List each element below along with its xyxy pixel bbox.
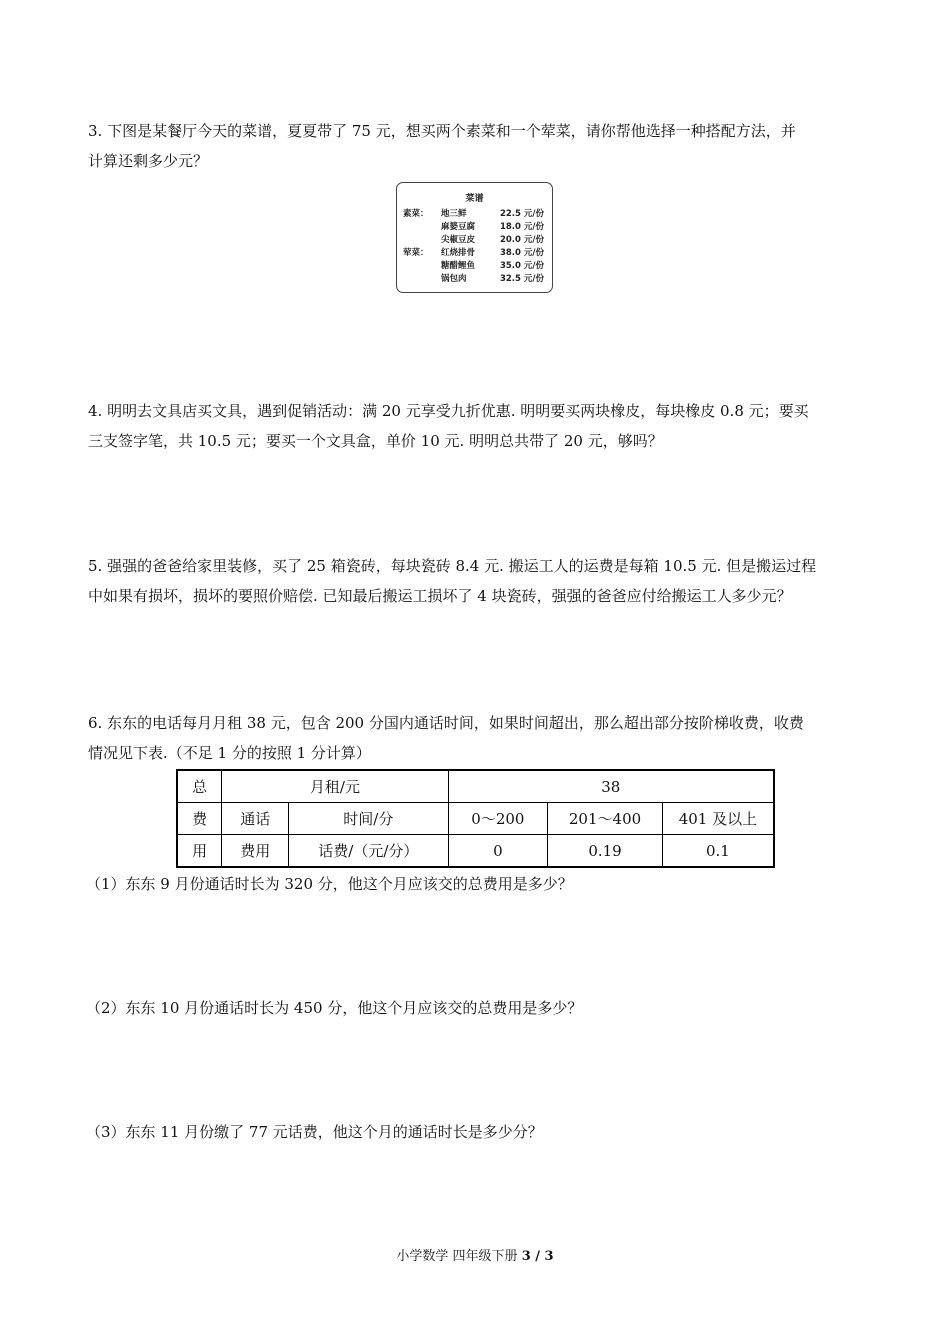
rate-cell: 0.19 xyxy=(548,835,663,868)
total-fee-cell-1: 总 xyxy=(177,770,222,803)
menu-item xyxy=(403,273,544,285)
question-3-line-2: 计算还剩多少元？ xyxy=(88,152,209,170)
menu-item xyxy=(403,221,544,233)
question-5 xyxy=(88,551,864,611)
menu-card xyxy=(396,182,553,293)
question-6-sub-2: （2）东东 10 月份通话时长为 450 分，他这个月应该交的总费用是多少？ xyxy=(86,999,583,1017)
time-label: 时间/分 xyxy=(289,803,448,835)
call-fee-label-1: 通话 xyxy=(222,803,289,835)
rate-cell: 0.1 xyxy=(662,835,774,868)
rate-cell: 0 xyxy=(448,835,548,868)
question-4 xyxy=(88,396,864,456)
table-row xyxy=(177,835,774,868)
question-6-sub-3: （3）东东 11 月份缴了 77 元话费，他这个月的通话时长是多少分？ xyxy=(86,1123,543,1141)
menu-item-name: 糖醋鲤鱼 xyxy=(441,261,476,271)
fee-table xyxy=(176,769,775,868)
menu-item-price: 35.0 元/份 xyxy=(499,261,544,271)
range-cell: 0～200 xyxy=(448,803,548,835)
rent-value: 38 xyxy=(448,770,774,803)
menu-item xyxy=(403,247,544,259)
menu-item-name: 麻婆豆腐 xyxy=(441,222,476,232)
menu-title: 菜谱 xyxy=(465,194,484,204)
menu-item-category: 荤菜： xyxy=(403,248,429,258)
page-number: 3 / 3 xyxy=(521,1249,554,1264)
menu-item-price: 32.5 元/份 xyxy=(499,274,544,284)
page-footer xyxy=(0,1245,950,1264)
table-row xyxy=(177,770,774,803)
menu-item-name: 锅包肉 xyxy=(441,274,467,284)
rent-label: 月租/元 xyxy=(222,770,448,803)
menu-item xyxy=(403,260,544,272)
menu-item-category: 素菜： xyxy=(403,209,429,219)
question-6-sub-1: （1）东东 9 月份通话时长为 320 分，他这个月应该交的总费用是多少？ xyxy=(86,875,573,893)
question-3-line-1: 3. 下图是某餐厅今天的菜谱，夏夏带了 75 元，想买两个素菜和一个荤菜，请你帮他选择一种搭配方法，并 xyxy=(88,122,796,140)
fee-label: 话费/（元/分） xyxy=(289,835,448,868)
question-6 xyxy=(88,708,864,768)
question-3 xyxy=(88,116,864,176)
question-6-line-1: 6. 东东的电话每月月租 38 元，包含 200 分国内通话时间，如果时间超出，那么超出部分按阶梯收费，收费 xyxy=(88,714,804,732)
menu-item xyxy=(403,208,544,220)
question-4-line-2: 三支签字笔，共 10.5 元；要买一个文具盒，单价 10 元. 明明总共带了 20 元，够吗？ xyxy=(88,432,663,450)
menu-item-name: 红烧排骨 xyxy=(441,248,476,258)
menu-item-name: 地三鲜 xyxy=(441,209,467,219)
menu-item-price: 22.5 元/份 xyxy=(499,209,544,219)
table-row xyxy=(177,803,774,835)
total-fee-cell-3: 用 xyxy=(177,835,222,868)
question-5-line-2: 中如果有损坏，损坏的要照价赔偿. 已知最后搬运工损坏了 4 块瓷砖，强强的爸爸应付给搬运工人多少元？ xyxy=(88,587,792,605)
footer-text: 小学数学 四年级下册 xyxy=(396,1249,518,1264)
question-5-line-1: 5. 强强的爸爸给家里装修，买了 25 箱瓷砖，每块瓷砖 8.4 元. 搬运工人的运费是每箱 10.5 元. 但是搬运过程 xyxy=(88,557,817,575)
question-6-line-2: 情况见下表.（不足 1 分的按照 1 分计算） xyxy=(88,744,371,762)
range-cell: 201～400 xyxy=(548,803,663,835)
menu-item-price: 18.0 元/份 xyxy=(499,222,544,232)
menu-item-price: 20.0 元/份 xyxy=(499,235,544,245)
question-4-line-1: 4. 明明去文具店买文具，遇到促销活动：满 20 元享受九折优惠. 明明要买两块橡皮，每块橡皮 0.8 元；要买 xyxy=(88,402,809,420)
call-fee-label-2: 费用 xyxy=(222,835,289,868)
range-cell: 401 及以上 xyxy=(662,803,774,835)
total-fee-cell-2: 费 xyxy=(177,803,222,835)
menu-item xyxy=(403,234,544,246)
menu-item-price: 38.0 元/份 xyxy=(499,248,544,258)
menu-item-name: 尖椒豆皮 xyxy=(441,235,476,245)
